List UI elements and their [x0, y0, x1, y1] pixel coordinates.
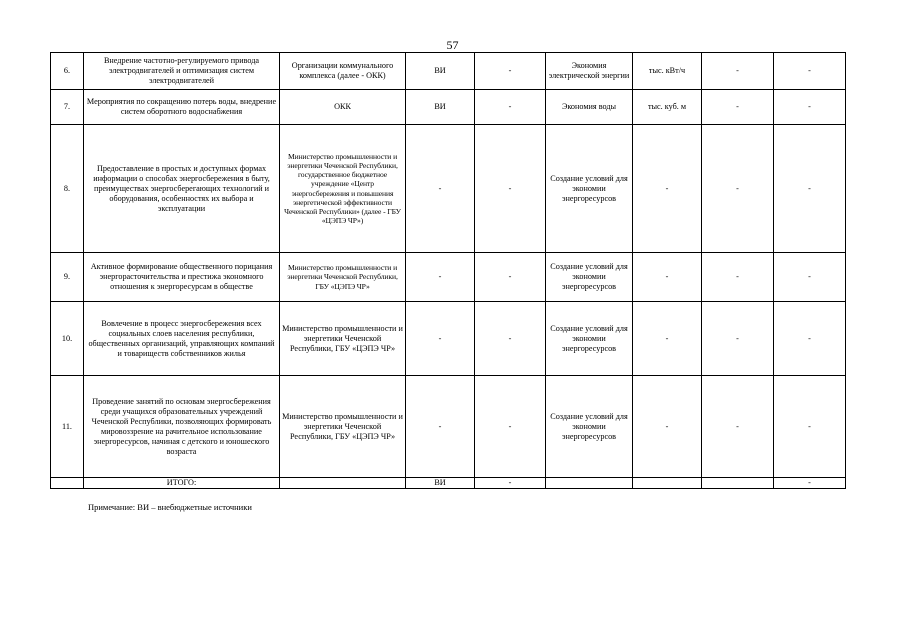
total-last: - [774, 478, 846, 489]
page-number: 57 [446, 38, 459, 52]
table-row [51, 253, 846, 302]
effect-cell: Экономия электрической энергии [546, 53, 633, 90]
executor-cell: ОКК [280, 90, 406, 125]
executor-cell: Организации коммунального комплекса (далее - ОКК) [280, 53, 406, 90]
source-cell: ВИ [406, 90, 475, 125]
value-cell: - [702, 302, 774, 376]
measure-cell: Вовлечение в процесс энергосбережения всех социальных слоев населения республики, общественных организаций, управляющих компаний и товариществ собственников жилья [84, 302, 280, 376]
measures-table [50, 52, 846, 489]
value-cell: - [633, 125, 702, 253]
row-number: 7. [51, 90, 84, 125]
total-empty-cell [702, 478, 774, 489]
total-source: ВИ [406, 478, 475, 489]
row-number: 8. [51, 125, 84, 253]
measure-cell: Предоставление в простых и доступных формах информации о способах энергосбережения в быту, преимуществах энергосберегающих технологий и оборудования, особенностях их выбора и эксплуатации [84, 125, 280, 253]
measure-cell: Проведение занятий по основам энергосбережения среди учащихся образовательных учреждений Чеченской Республики, позволяющих формировать мировоззрение на рачительное использование энергоресурсов, начиная с детского и юношеского возраста [84, 376, 280, 478]
total-empty-cell [51, 478, 84, 489]
measure-cell: Внедрение частотно-регулируемого привода электродвигателей и оптимизация систем электродвигателей [84, 53, 280, 90]
value-cell: - [774, 53, 846, 90]
table-row [51, 90, 846, 125]
executor-cell: Министерство промышленности и энергетики Чеченской Республики, государственное бюджетное учреждение «Центр энергосбережения и повышения энергетической эффективности Чеченской Республики» (далее - ГБУ «ЦЭПЭ ЧР») [280, 125, 406, 253]
value-cell: - [774, 125, 846, 253]
value-cell: - [702, 376, 774, 478]
amount-cell: - [475, 90, 546, 125]
effect-cell: Создание условий для экономии энергоресурсов [546, 253, 633, 302]
measure-cell: Активное формирование общественного порицания энергорасточительства и престижа экономного отношения к энергоресурсам в обществе [84, 253, 280, 302]
amount-cell: - [475, 53, 546, 90]
source-cell: - [406, 253, 475, 302]
unit-cell: тыс. кВт/ч [633, 53, 702, 90]
amount-cell: - [475, 302, 546, 376]
value-cell: - [774, 90, 846, 125]
total-empty-cell [633, 478, 702, 489]
value-cell: - [702, 125, 774, 253]
source-cell: ВИ [406, 53, 475, 90]
measure-cell: Мероприятия по сокращению потерь воды, внедрение систем оборотного водоснабжения [84, 90, 280, 125]
effect-cell: Экономия воды [546, 90, 633, 125]
value-cell: - [633, 253, 702, 302]
value-cell: - [774, 302, 846, 376]
value-cell: - [702, 53, 774, 90]
total-label: ИТОГО: [84, 478, 280, 489]
total-row [51, 478, 846, 489]
amount-cell: - [475, 376, 546, 478]
source-cell: - [406, 376, 475, 478]
table-row [51, 125, 846, 253]
total-empty-cell [546, 478, 633, 489]
value-cell: - [774, 376, 846, 478]
amount-cell: - [475, 253, 546, 302]
value-cell: - [702, 90, 774, 125]
effect-cell: Создание условий для экономии энергоресурсов [546, 302, 633, 376]
row-number: 9. [51, 253, 84, 302]
total-amount: - [475, 478, 546, 489]
source-cell: - [406, 125, 475, 253]
table-row [51, 376, 846, 478]
effect-cell: Создание условий для экономии энергоресурсов [546, 125, 633, 253]
row-number: 11. [51, 376, 84, 478]
effect-cell: Создание условий для экономии энергоресурсов [546, 376, 633, 478]
row-number: 10. [51, 302, 84, 376]
executor-cell: Министерство промышленности и энергетики Чеченской Республики, ГБУ «ЦЭПЭ ЧР» [280, 253, 406, 302]
footnote: Примечание: ВИ – внебюджетные источники [88, 502, 252, 512]
total-empty-cell [280, 478, 406, 489]
executor-cell: Министерство промышленности и энергетики Чеченской Республики, ГБУ «ЦЭПЭ ЧР» [280, 302, 406, 376]
amount-cell: - [475, 125, 546, 253]
row-number: 6. [51, 53, 84, 90]
table-row [51, 302, 846, 376]
source-cell: - [406, 302, 475, 376]
value-cell: - [633, 376, 702, 478]
table-row [51, 53, 846, 90]
value-cell: - [633, 302, 702, 376]
executor-cell: Министерство промышленности и энергетики Чеченской Республики, ГБУ «ЦЭПЭ ЧР» [280, 376, 406, 478]
unit-cell: тыс. куб. м [633, 90, 702, 125]
value-cell: - [774, 253, 846, 302]
value-cell: - [702, 253, 774, 302]
